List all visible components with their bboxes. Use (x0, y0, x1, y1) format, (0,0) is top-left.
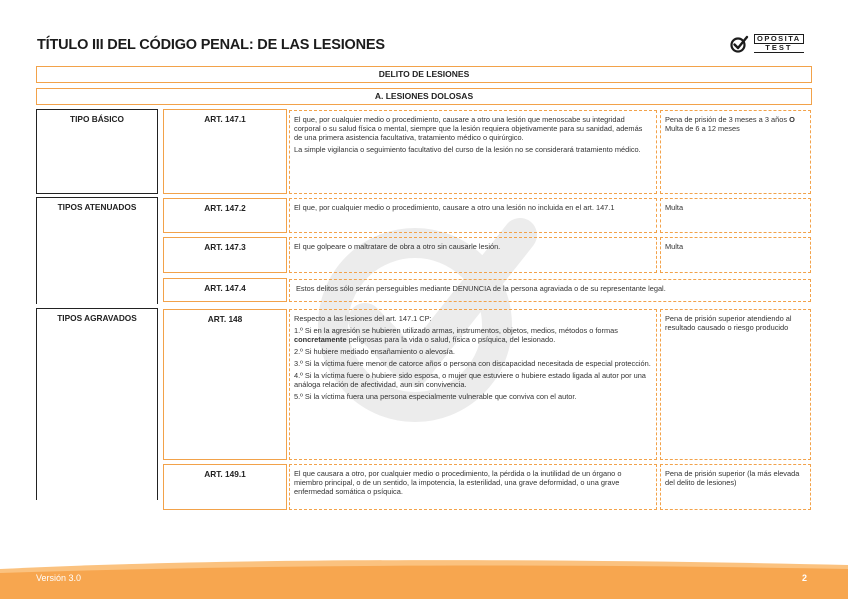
check-circle-icon (730, 35, 750, 53)
art-149-1: ART. 149.1 (163, 464, 287, 510)
text-148-item-1-pre: 1.º Si en la agresión se hubieren utilizado armas, instrumentos, objetos, medios, métodos o formas (294, 326, 618, 335)
logo-text-test: TEST (754, 44, 804, 53)
text-147-1-p1: El que, por cualquier medio o procedimiento, causare a otro una lesión que menoscabe su integridad corporal o su salud física o mental, siempre que la lesión requiera objetivamente para su sanidad, además de una primera asistencia facultativa, tratamiento médico o quirúrgico. (294, 115, 643, 142)
footer-band (0, 555, 848, 599)
version-label: Versión 3.0 (36, 573, 82, 583)
text-148-item-3: 3.º Si la víctima fuere menor de catorce años o persona con discapacidad necesitada de especial protección. (294, 359, 651, 368)
art-147-4: ART. 147.4 (163, 278, 287, 302)
pena-147-2: Multa (660, 198, 811, 233)
logo-text-oposita: OPOSITA (754, 34, 804, 44)
text-147-1-p2: La simple vigilancia o seguimiento facultativo del curso de la lesión no se considerará tratamiento médico. (294, 145, 641, 154)
pena-147-1-pre: Pena de prisión de 3 meses a 3 años (665, 115, 790, 124)
text-148-item-4: 4.º Si la víctima fuere o hubiere sido esposa, o mujer que estuviere o hubiere estado ligada al autor por una análoga relación de afectividad, aun sin convivencia. (294, 371, 646, 389)
text-147-4: Estos delitos sólo serán perseguibles mediante DENUNCIA de la persona agraviada o de su representante legal. (289, 279, 811, 302)
pena-147-1-post: Multa de 6 a 12 meses (665, 124, 740, 133)
text-147-3: El que golpeare o maltratare de obra a otro sin causarle lesión. (289, 237, 657, 273)
page-number: 2 (802, 573, 808, 583)
text-149-1: El que causara a otro, por cualquier medio o procedimiento, la pérdida o la inutilidad de un órgano o miembro principal, o de un sentido, la impotencia, la esterilidad, una grave deformidad, o una grave enfermedad somática o psíquica. (289, 464, 657, 510)
text-148-item-5: 5.º Si la víctima fuera una persona especialmente vulnerable que conviva con el autor. (294, 392, 577, 401)
section-header-delito: DELITO DE LESIONES (36, 66, 812, 83)
label-tipo-basico: TIPO BÁSICO (36, 109, 158, 194)
text-148-item-1 (294, 326, 652, 344)
art-147-3: ART. 147.3 (163, 237, 287, 273)
label-tipos-atenuados: TIPOS ATENUADOS (36, 197, 158, 304)
text-147-1 (289, 110, 657, 194)
text-148-item-2: 2.º Si hubiere mediado ensañamiento o alevosía. (294, 347, 455, 356)
art-147-1: ART. 147.1 (163, 109, 287, 194)
label-tipos-agravados: TIPOS AGRAVADOS (36, 308, 158, 500)
text-148-intro: Respecto a las lesiones del art. 147.1 CP: (294, 314, 432, 323)
text-148 (289, 309, 657, 460)
pena-149-1: Pena de prisión superior (la más elevada del delito de lesiones) (660, 464, 811, 510)
text-147-2: El que, por cualquier medio o procedimiento, causare a otro una lesión no incluida en el art. 147.1 (289, 198, 657, 233)
pena-147-3: Multa (660, 237, 811, 273)
pena-148: Pena de prisión superior atendiendo al resultado causado o riesgo producido (660, 309, 811, 460)
art-148: ART. 148 (163, 309, 287, 460)
art-147-2: ART. 147.2 (163, 198, 287, 233)
text-148-item-1-bold: concretamente (294, 335, 347, 344)
oposita-test-logo (730, 34, 804, 53)
text-148-item-1-post: peligrosas para la vida o salud, física o psíquica, del lesionado. (346, 335, 556, 344)
pena-147-1-o: O (789, 115, 795, 124)
section-header-lesiones-dolosas: A. LESIONES DOLOSAS (36, 88, 812, 105)
pena-147-1 (660, 110, 811, 194)
page-title: TÍTULO III DEL CÓDIGO PENAL: DE LAS LESIONES (37, 37, 385, 53)
